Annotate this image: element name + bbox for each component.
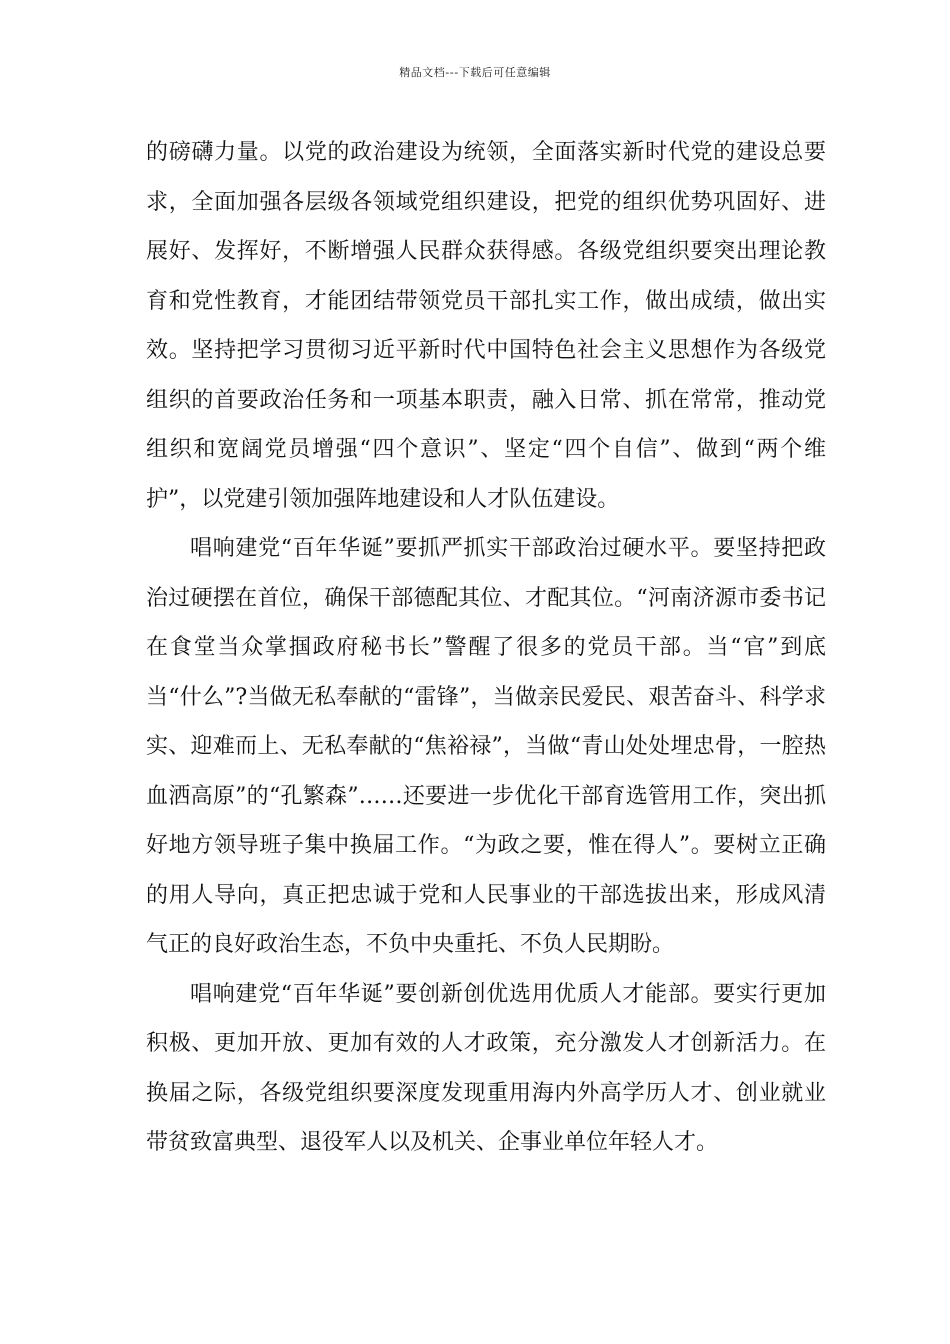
page-header: 精品文档---下载后可任意编辑 bbox=[399, 66, 551, 79]
paragraph-2: 唱响建党“百年华诞”要抓严抓实干部政治过硬水平。要坚持把政治过硬摆在首位，确保干部德配其位、才配其位。“河南济源市委书记在食堂当众掌掴政府秘书长”警醒了很多的党员干部。当“官”到底当“什么”?当做无私奉献的“雷锋”，当做亲民爱民、艰苦奋斗、科学求实、迎难而上、无私奉献的“焦裕禄”，当做“青山处处埋忠骨，一腔热血洒高原”的“孔繁森”……还要进一步优化干部育选管用工作，突出抓好地方领导班子集中换届工作。“为政之要，惟在得人”。要树立正确的用人导向，真正把忠诚于党和人民事业的干部选拔出来，形成风清气正的良好政治生态，不负中央重托、不负人民期盼。 bbox=[146, 536, 826, 957]
paragraph-3: 唱响建党“百年华诞”要创新创优选用优质人才能部。要实行更加积极、更加开放、更加有效的人才政策，充分激发人才创新活力。在换届之际，各级党组织要深度发现重用海内外高学历人才、创业就业带贫致富典型、退役军人以及机关、企事业单位年轻人才。 bbox=[146, 981, 826, 1155]
paragraph-1: 的磅礴力量。以党的政治建设为统领，全面落实新时代党的建设总要求，全面加强各层级各领域党组织建设，把党的组织优势巩固好、进展好、发挥好，不断增强人民群众获得感。各级党组织要突出理论教育和党性教育，才能团结带领党员干部扎实工作，做出成绩，做出实效。坚持把学习贯彻习近平新时代中国特色社会主义思想作为各级党组织的首要政治任务和一项基本职责，融入日常、抓在常常，推动党组织和宽阔党员增强“四个意识”、坚定“四个自信”、做到“两个维护”，以党建引领加强阵地建设和人才队伍建设。 bbox=[146, 140, 826, 512]
document-body bbox=[146, 128, 826, 1168]
